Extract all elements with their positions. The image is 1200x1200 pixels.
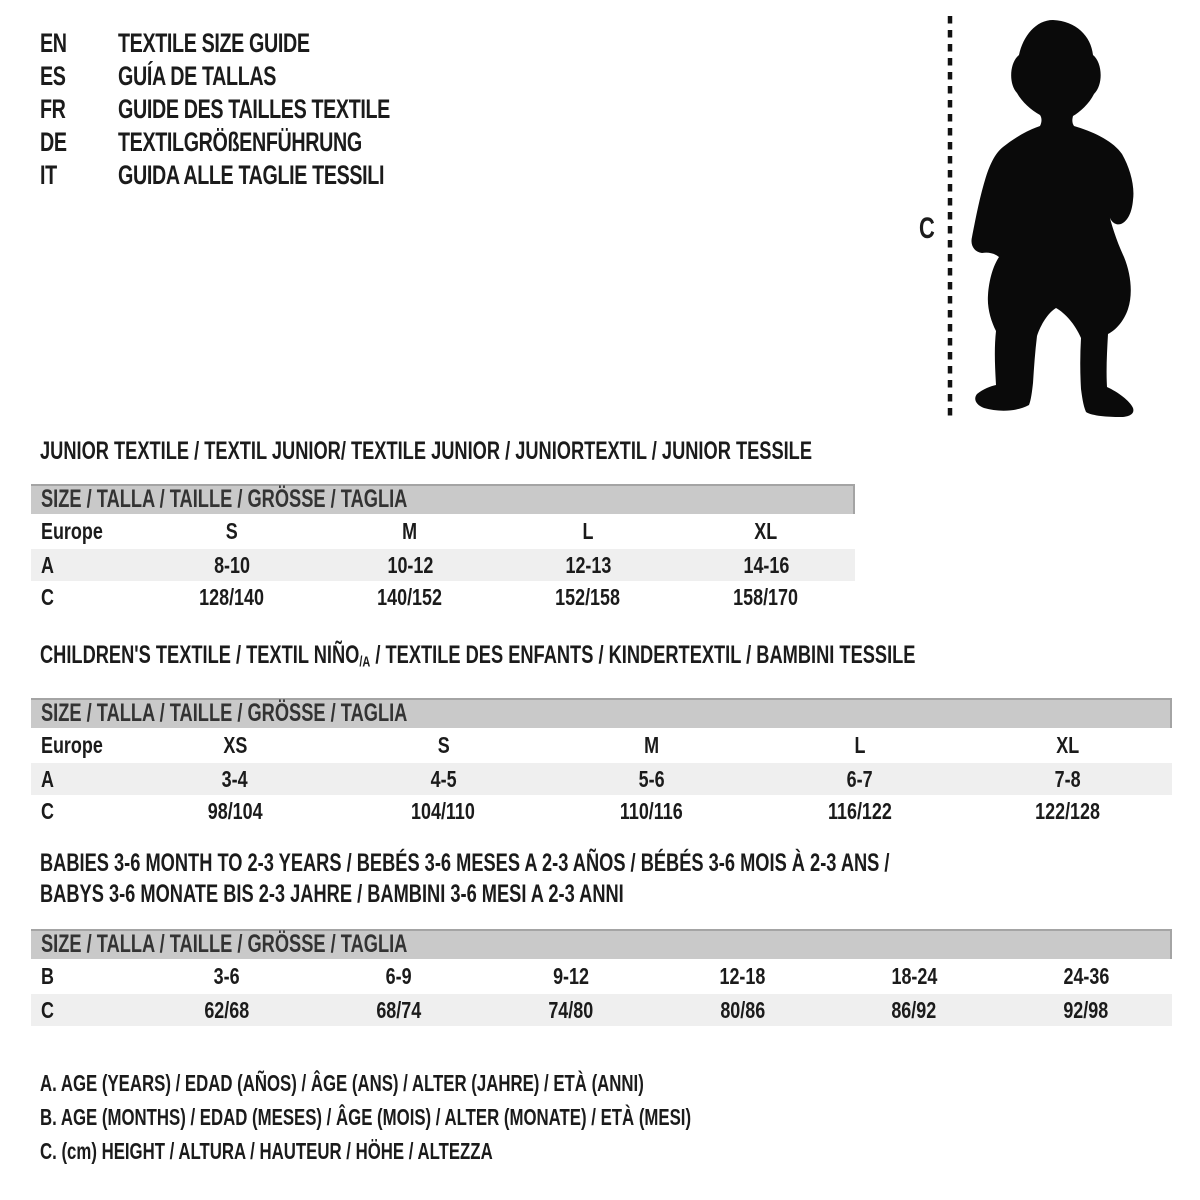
size-cell-text: 6-7	[846, 766, 873, 793]
guide-title-text: GUIDA ALLE TAGLIE TESSILI	[118, 160, 385, 190]
size-cell-text: L	[582, 518, 594, 544]
size-cell-text: 116/122	[827, 798, 892, 825]
size-cell	[321, 514, 499, 549]
table-row	[31, 514, 855, 549]
table-rows	[31, 514, 855, 613]
heading-text-part: BABYS 3-6 MONATE BIS 2-3 JAHRE / BAMBINI 3-6 MESI A 2-3 ANNI	[40, 880, 624, 908]
size-cell-text: 62/68	[204, 997, 250, 1023]
size-cell	[1000, 959, 1172, 994]
size-cell	[321, 549, 499, 581]
section-heading-line	[40, 848, 1172, 879]
language-row	[40, 126, 491, 159]
section-heading-text	[40, 848, 890, 879]
size-cell	[677, 514, 855, 549]
section-babies-textile	[31, 848, 1172, 1026]
size-cell	[339, 763, 547, 795]
size-cell	[499, 549, 677, 581]
row-label	[31, 795, 131, 827]
size-header-label: SIZE / TALLA / TAILLE / GRÖSSE / TAGLIA	[41, 485, 408, 513]
section-heading	[40, 848, 1172, 910]
size-cell	[656, 959, 828, 994]
section-heading-text	[40, 879, 624, 910]
size-cell	[131, 763, 339, 795]
size-cell-text: 80/86	[719, 997, 765, 1023]
section-junior-textile	[31, 436, 855, 613]
footnote-text: A. AGE (YEARS) / EDAD (AÑOS) / ÂGE (ANS) / ALTER (JAHRE) / ETÀ (ANNI)	[40, 1070, 644, 1096]
size-cell-text: XL	[754, 518, 778, 544]
size-cell-text: 7-8	[1054, 766, 1081, 793]
size-header-bar	[31, 698, 1172, 728]
guide-title-text: TEXTILGRÖßENFÜHRUNG	[118, 127, 362, 157]
language-row	[40, 60, 491, 93]
size-cell-text: 8-10	[214, 552, 250, 578]
size-cell	[499, 514, 677, 549]
size-cell-text: 10-12	[387, 552, 433, 578]
size-cell	[547, 795, 755, 827]
size-cell-text: 14-16	[743, 552, 789, 578]
size-cell	[141, 959, 313, 994]
size-cell	[547, 763, 755, 795]
language-code	[40, 60, 118, 93]
table-row	[31, 549, 855, 581]
size-table	[31, 484, 855, 613]
table-row	[31, 763, 1172, 795]
size-cell-text: 158/170	[733, 584, 799, 610]
size-cell-text: XS	[223, 732, 248, 759]
size-cell-text: 18-24	[891, 963, 938, 989]
language-code	[40, 93, 118, 126]
row-label-text: C	[41, 584, 54, 610]
size-cell	[964, 795, 1172, 827]
section-heading-text	[40, 436, 812, 467]
row-label	[31, 549, 143, 581]
size-cell	[677, 581, 855, 613]
heading-text-part: BABIES 3-6 MONTH TO 2-3 YEARS / BEBÉS 3-6 MESES A 2-3 AÑOS / BÉBÉS 3-6 MOIS À 2-3 ANS /	[40, 849, 890, 877]
size-cell-text: S	[226, 518, 238, 544]
size-cell	[547, 728, 755, 763]
table-rows	[31, 728, 1172, 827]
size-cell-text: 92/98	[1063, 997, 1109, 1023]
guide-title-text: TEXTILE SIZE GUIDE	[118, 28, 310, 58]
footnote-line	[40, 1100, 932, 1134]
language-code-text: IT	[40, 160, 57, 190]
language-row	[40, 159, 491, 192]
size-cell	[756, 763, 964, 795]
row-label	[31, 959, 141, 994]
heading-text-part: / TEXTILE DES ENFANTS / KINDERTEXTIL / BAMBINI TESSILE	[370, 641, 916, 669]
size-cell	[313, 994, 485, 1026]
size-cell	[313, 959, 485, 994]
size-cell	[143, 549, 321, 581]
row-label	[31, 728, 131, 763]
section-heading-line	[40, 640, 1172, 677]
size-cell-text: 74/80	[548, 997, 594, 1023]
guide-title-text: GUIDE DES TAILLES TEXTILE	[118, 94, 390, 124]
row-label-text: Europe	[41, 732, 103, 759]
table-row	[31, 728, 1172, 763]
size-table	[31, 929, 1172, 1026]
size-cell	[656, 994, 828, 1026]
size-cell-text: M	[644, 732, 659, 759]
guide-title	[118, 126, 491, 159]
size-cell-text: 3-6	[213, 963, 240, 989]
size-cell	[828, 994, 1000, 1026]
size-cell	[828, 959, 1000, 994]
size-header-bar	[31, 484, 855, 514]
height-marker-label: C	[919, 212, 935, 245]
size-cell-text: 9-12	[552, 963, 589, 989]
size-cell	[143, 581, 321, 613]
size-cell-text: 4-5	[430, 766, 457, 793]
section-heading	[40, 436, 855, 467]
row-label	[31, 994, 141, 1026]
size-header-bar	[31, 929, 1172, 959]
size-cell-text: 98/104	[207, 798, 263, 825]
size-cell-text: 5-6	[638, 766, 665, 793]
size-cell	[131, 728, 339, 763]
size-cell	[131, 795, 339, 827]
row-label-text: C	[41, 997, 54, 1023]
language-title-list	[40, 27, 491, 192]
language-code	[40, 126, 118, 159]
heading-text-part: CHILDREN'S TEXTILE / TEXTIL NIÑO	[40, 641, 360, 669]
size-cell	[756, 795, 964, 827]
size-cell	[677, 549, 855, 581]
guide-title	[118, 60, 491, 93]
size-cell	[756, 728, 964, 763]
table-rows	[31, 959, 1172, 1026]
row-label	[31, 581, 143, 613]
size-cell	[485, 994, 657, 1026]
guide-title	[118, 27, 491, 60]
table-row	[31, 994, 1172, 1026]
size-table	[31, 698, 1172, 827]
size-cell	[1000, 994, 1172, 1026]
size-cell	[485, 959, 657, 994]
size-cell-text: 104/110	[411, 798, 476, 825]
row-label-text: A	[41, 766, 54, 793]
size-cell-text: 68/74	[376, 997, 422, 1023]
guide-title-text: GUÍA DE TALLAS	[118, 61, 277, 91]
section-childrens-textile	[31, 640, 1172, 827]
size-cell	[964, 728, 1172, 763]
footnote-line	[40, 1134, 932, 1168]
size-cell-text: 12-18	[719, 963, 766, 989]
table-row	[31, 581, 855, 613]
row-label-text: Europe	[41, 518, 103, 544]
size-cell	[143, 514, 321, 549]
guide-title	[118, 93, 491, 126]
size-cell-text: 12-13	[565, 552, 611, 578]
language-code-text: ES	[40, 61, 66, 91]
footnote-line	[40, 1066, 932, 1100]
size-cell-text: 6-9	[385, 963, 412, 989]
size-cell-text: M	[402, 518, 418, 544]
row-label	[31, 514, 143, 549]
footnote-text: C. (cm) HEIGHT / ALTURA / HAUTEUR / HÖHE / ALTEZZA	[40, 1138, 493, 1164]
size-header-label: SIZE / TALLA / TAILLE / GRÖSSE / TAGLIA	[41, 699, 408, 728]
size-cell	[321, 581, 499, 613]
size-header-label: SIZE / TALLA / TAILLE / GRÖSSE / TAGLIA	[41, 930, 408, 958]
section-heading-line	[40, 879, 1172, 910]
language-code	[40, 159, 118, 192]
heading-text-part: JUNIOR TEXTILE / TEXTIL JUNIOR/ TEXTILE JUNIOR / JUNIORTEXTIL / JUNIOR TESSILE	[40, 437, 813, 465]
size-cell-text: 140/152	[377, 584, 443, 610]
heading-subscript: /A	[359, 653, 371, 671]
section-heading	[40, 640, 1172, 677]
size-cell	[964, 763, 1172, 795]
language-code	[40, 27, 118, 60]
size-cell-text: 122/128	[1035, 798, 1101, 825]
row-label-text: A	[41, 552, 54, 578]
size-cell	[339, 728, 547, 763]
language-code-text: EN	[40, 28, 67, 58]
footnote-text: B. AGE (MONTHS) / EDAD (MESES) / ÂGE (MOIS) / ALTER (MONATE) / ETÀ (MESI)	[40, 1104, 692, 1130]
section-heading-text	[40, 640, 915, 677]
section-heading-line	[40, 436, 855, 467]
size-cell-text: 86/92	[891, 997, 937, 1023]
footnote-legend	[40, 1066, 932, 1168]
row-label-text: C	[41, 798, 54, 825]
table-row	[31, 959, 1172, 994]
language-row	[40, 27, 491, 60]
guide-title	[118, 159, 491, 192]
toddler-silhouette-icon	[971, 20, 1133, 417]
size-cell-text: 128/140	[199, 584, 265, 610]
size-cell-text: 24-36	[1063, 963, 1110, 989]
language-code-text: DE	[40, 127, 67, 157]
size-cell	[141, 994, 313, 1026]
size-cell-text: 3-4	[222, 766, 249, 793]
language-code-text: FR	[40, 94, 66, 124]
size-cell-text: 152/158	[555, 584, 621, 610]
size-cell-text: XL	[1056, 732, 1080, 759]
language-row	[40, 93, 491, 126]
row-label-text: B	[41, 963, 54, 989]
table-row	[31, 795, 1172, 827]
size-cell-text: 110/116	[620, 798, 683, 825]
row-label	[31, 763, 131, 795]
size-cell	[499, 581, 677, 613]
size-cell	[339, 795, 547, 827]
size-cell-text: S	[437, 732, 450, 759]
size-cell-text: L	[854, 732, 866, 759]
